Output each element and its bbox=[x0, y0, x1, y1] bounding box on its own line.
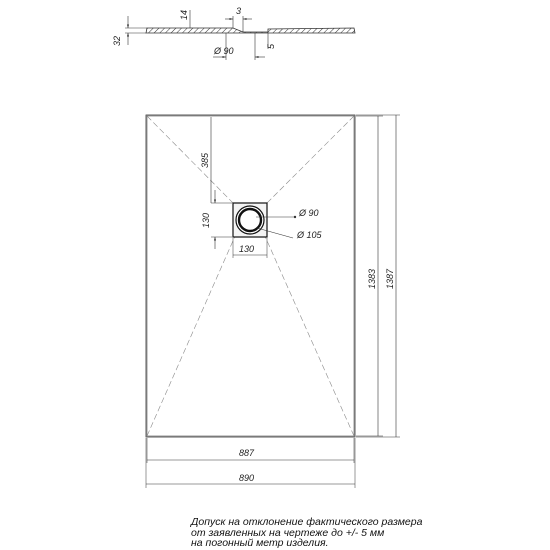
drain bbox=[233, 203, 267, 237]
profile-offset-label: 3 bbox=[236, 6, 242, 16]
profile-rim-label: 14 bbox=[179, 9, 189, 20]
tolerance-note bbox=[191, 517, 541, 549]
inner-width-label: 887 bbox=[239, 448, 255, 458]
inner-length-label: 1383 bbox=[367, 268, 377, 289]
tray-section bbox=[146, 28, 355, 33]
drain-diameter-label: Ø 90 bbox=[299, 208, 319, 218]
tray-outline bbox=[146, 115, 355, 437]
outer-width-label: 890 bbox=[239, 473, 255, 483]
profile-drain-diameter-label: Ø 90 bbox=[214, 46, 234, 56]
tray-inner-outline bbox=[147, 116, 354, 436]
tolerance-note-line: Допуск на отклонение фактического размера bbox=[191, 516, 423, 528]
slope-lines bbox=[147, 116, 354, 436]
outer-length-label: 1387 bbox=[385, 268, 395, 289]
side-profile bbox=[112, 6, 355, 60]
drain-square-width-label: 130 bbox=[239, 244, 255, 254]
profile-thickness-label: 32 bbox=[112, 35, 122, 46]
drain-from-top-label: 385 bbox=[200, 152, 210, 168]
drain-square-height-label: 130 bbox=[201, 212, 211, 228]
outer-diameter-label: Ø 105 bbox=[297, 230, 322, 240]
plan-view bbox=[146, 115, 400, 488]
tolerance-note-line: от заявленных на чертеже до +/- 5 мм bbox=[191, 526, 385, 539]
profile-depth-label: 5 bbox=[266, 43, 276, 49]
tolerance-note-line: на погонный метр изделия. bbox=[191, 537, 329, 549]
